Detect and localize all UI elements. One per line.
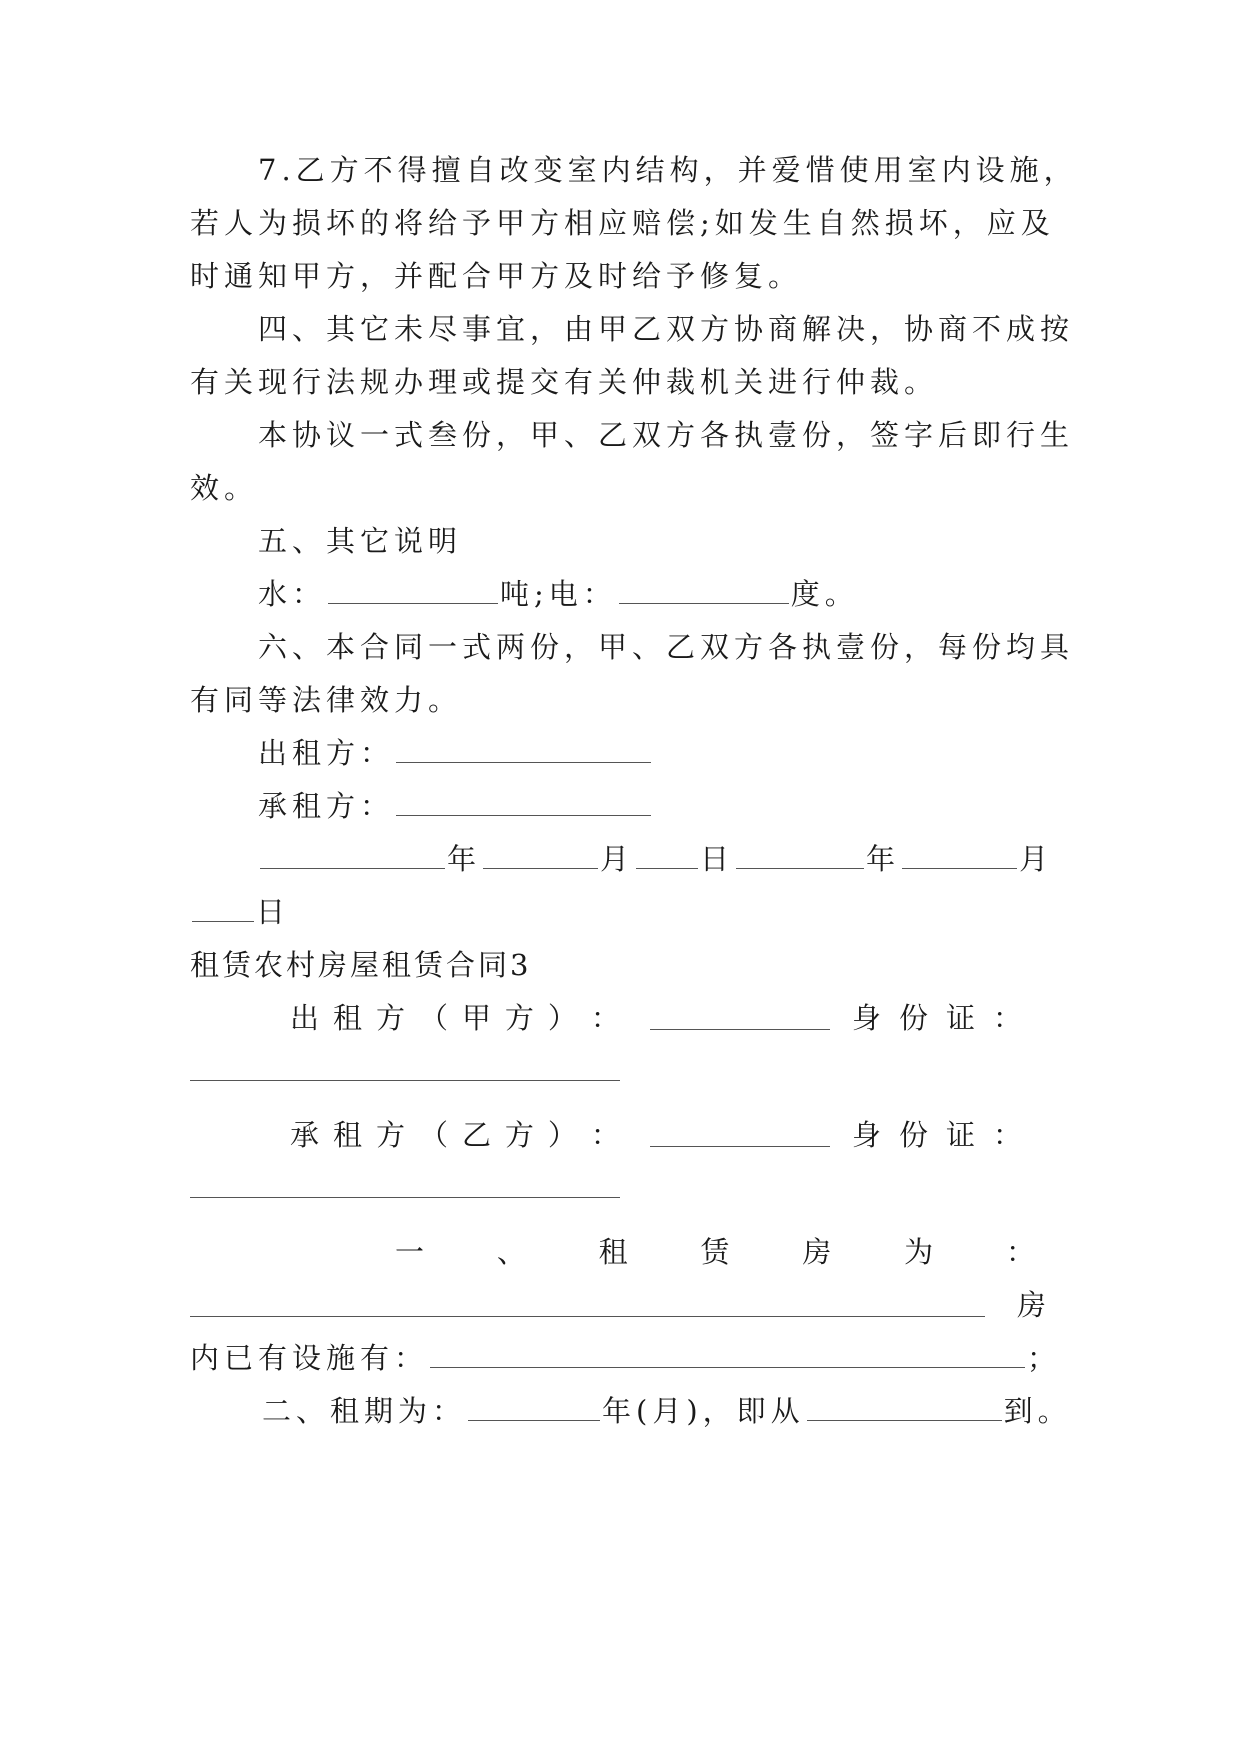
rental-house-char: 、 [496, 1235, 526, 1269]
month-label-1: 月 [600, 842, 635, 876]
term-start-blank[interactable] [807, 1394, 1002, 1421]
rental-house-char: 为 [904, 1235, 934, 1269]
party-b-char: 方 [375, 1118, 405, 1152]
term-line [262, 1391, 1082, 1431]
day-blank-2[interactable] [192, 895, 254, 922]
facilities-label: 内已有设施有： [190, 1341, 429, 1375]
party-a-id-blank[interactable] [190, 1054, 620, 1081]
clause-7-line-3: 时通知甲方，并配合甲方及时给予修复。 [190, 259, 803, 293]
electricity-label: 吨;电： [500, 577, 617, 611]
rental-house-char: 一 [395, 1235, 425, 1269]
date-line [258, 839, 1054, 879]
facilities-blank[interactable] [430, 1341, 1025, 1368]
rental-house-char: 房 [802, 1235, 832, 1269]
party-b-char: ） [547, 1118, 577, 1152]
section-4-line-2: 有关现行法规办理或提交有关仲裁机关进行仲裁。 [190, 365, 939, 399]
year-blank-2[interactable] [736, 842, 864, 869]
rental-house-char: ： [1005, 1235, 1035, 1269]
rental-house-heading [395, 1232, 1035, 1272]
term-length-blank[interactable] [468, 1394, 600, 1421]
party-a-char: （ [418, 1001, 448, 1035]
month-label-2: 月 [1019, 842, 1054, 876]
party-b-name-blank[interactable] [650, 1120, 830, 1147]
lessee-blank[interactable] [396, 789, 651, 816]
copies-line-2: 效。 [190, 471, 259, 505]
copies-line-1: 本协议一式叁份，甲、乙双方各执壹份，签字后即行生 [258, 418, 1075, 452]
day-label-1: 日 [700, 842, 735, 876]
utilities-line [258, 574, 1050, 614]
section-6-line-2: 有同等法律效力。 [190, 683, 463, 717]
party-a-char: 出 [290, 1001, 320, 1035]
term-label: 二、租期为： [262, 1394, 467, 1428]
water-blank[interactable] [328, 577, 498, 604]
rental-house-address-line [190, 1285, 1050, 1325]
rental-house-char: 租 [598, 1235, 628, 1269]
term-unit: 年(月)，即从 [602, 1394, 805, 1428]
party-a-char: ） [547, 1001, 577, 1035]
contract-title: 租赁农村房屋租赁合同3 [190, 948, 532, 982]
house-char: 房 [1017, 1288, 1047, 1322]
lessee-line [258, 786, 1050, 826]
party-b-char: 租 [332, 1118, 362, 1152]
year-label-1: 年 [447, 842, 482, 876]
party-a-char: 方 [504, 1001, 534, 1035]
party-a-char: 租 [332, 1001, 362, 1035]
party-b-char: （ [418, 1118, 448, 1152]
section-6-line-1: 六、本合同一式两份，甲、乙双方各执壹份，每份均具 [258, 630, 1075, 664]
date-line-2 [190, 892, 1050, 932]
party-b-id-blank[interactable] [190, 1171, 620, 1198]
water-label: 水： [258, 577, 327, 611]
party-b-char: ： [590, 1118, 620, 1152]
electricity-blank[interactable] [619, 577, 789, 604]
year-label-2: 年 [866, 842, 901, 876]
clause-7-line-2: 若人为损坏的将给予甲方相应赔偿;如发生自然损坏，应及 [190, 206, 1055, 240]
lessee-label: 承租方： [258, 789, 395, 823]
party-a-name-blank[interactable] [650, 1003, 830, 1030]
facilities-line [190, 1338, 1062, 1378]
day-blank-1[interactable] [636, 842, 698, 869]
party-b-char: 乙 [461, 1118, 491, 1152]
lessor-blank[interactable] [396, 736, 651, 763]
month-blank-1[interactable] [483, 842, 598, 869]
lessor-label: 出租方： [258, 736, 395, 770]
term-end: 到。 [1003, 1394, 1072, 1428]
facilities-end: ； [1027, 1341, 1062, 1375]
party-b-id-line [190, 1168, 1050, 1208]
clause-7-line-1: 7.乙方不得擅自改变室内结构，并爱惜使用室内设施， [258, 153, 1078, 187]
party-b-char: 承 [290, 1118, 320, 1152]
party-a-line [290, 998, 1040, 1038]
party-a-char: 方 [375, 1001, 405, 1035]
month-blank-2[interactable] [902, 842, 1017, 869]
party-a-id-char: ： [992, 1001, 1022, 1035]
rental-house-address-blank[interactable] [190, 1290, 985, 1317]
degree-unit: 度。 [790, 577, 859, 611]
year-blank-1[interactable] [260, 842, 445, 869]
section-4-line-1: 四、其它未尽事宜，由甲乙双方协商解决，协商不成按 [258, 312, 1075, 346]
party-a-id-line [190, 1051, 1050, 1091]
rental-house-char: 赁 [700, 1235, 730, 1269]
lessor-line [258, 733, 1050, 773]
party-b-id-char: 份 [898, 1118, 928, 1152]
party-a-char: 甲 [461, 1001, 491, 1035]
party-a-char: ： [590, 1001, 620, 1035]
day-label-2: 日 [256, 895, 291, 929]
party-b-id-char: 证 [945, 1118, 975, 1152]
party-b-id-char: ： [992, 1118, 1022, 1152]
section-5-heading: 五、其它说明 [258, 524, 463, 558]
party-a-id-char: 身 [852, 1001, 882, 1035]
party-b-id-char: 身 [852, 1118, 882, 1152]
party-b-line [290, 1115, 1040, 1155]
party-b-char: 方 [504, 1118, 534, 1152]
party-a-id-char: 份 [898, 1001, 928, 1035]
party-a-id-char: 证 [945, 1001, 975, 1035]
